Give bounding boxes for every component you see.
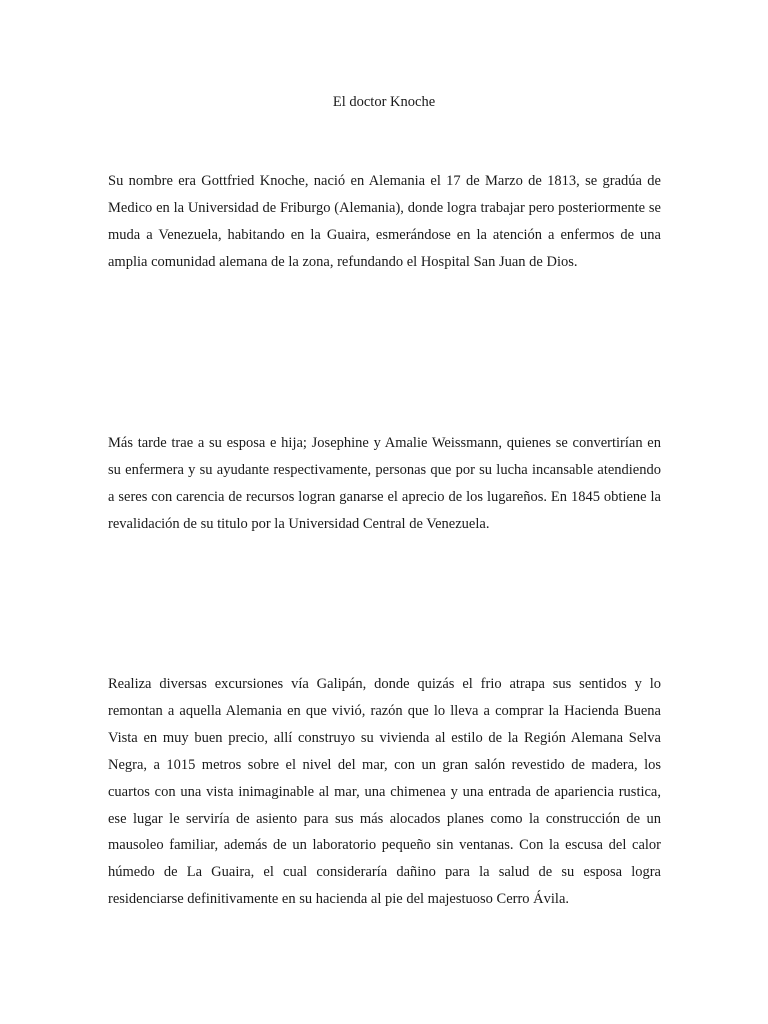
document-title: El doctor Knoche — [332, 94, 436, 110]
paragraph-3: Realiza diversas excursiones vía Galipán, donde quizás el frio atrapa sus sentidos y lo remontan a aquella Alemania en que vivió, razón que lo lleva a comprar la Hacienda Buena Vista en muy buen precio, allí construyo su vivienda al estilo de la Región Alemana Selva Negra, a 1015 metros sobre el nivel del mar, con un gran salón revestido de madera, los cuartos con una vista inimaginable al mar, una chimenea y una entrada de apariencia rustica, ese lugar le serviría de asiento para sus más alocados planes como la construcción de un mausoleo familiar, además de un laboratorio pequeño sin ventanas. Con la escusa del calor húmedo de La Guaira, el cual consideraría dañino para la salud de su esposa logra residenciarse definitivamente en su hacienda al pie del majestuoso Cerro Ávila. — [108, 676, 661, 908]
paragraph-2: Más tarde trae a su esposa e hija; Josephine y Amalie Weissmann, quienes se convertirían en su enfermera y su ayudante respectivamente, personas que por su lucha incansable atendiendo a seres con carencia de recursos logran ganarse el aprecio de los lugareños. En 1845 obtiene la revalidación de su titulo por la Universidad Central de Venezuela. — [108, 435, 661, 532]
paragraph-1: Su nombre era Gottfried Knoche, nació en Alemania el 17 de Marzo de 1813, se gradúa de Medico en la Universidad de Friburgo (Alemania), donde logra trabajar pero posteriormente se muda a Venezuela, habitando en la Guaira, esmerándose en la atención a enfermos de una amplia comunidad alemana de la zona, refundando el Hospital San Juan de Dios. — [108, 173, 661, 270]
